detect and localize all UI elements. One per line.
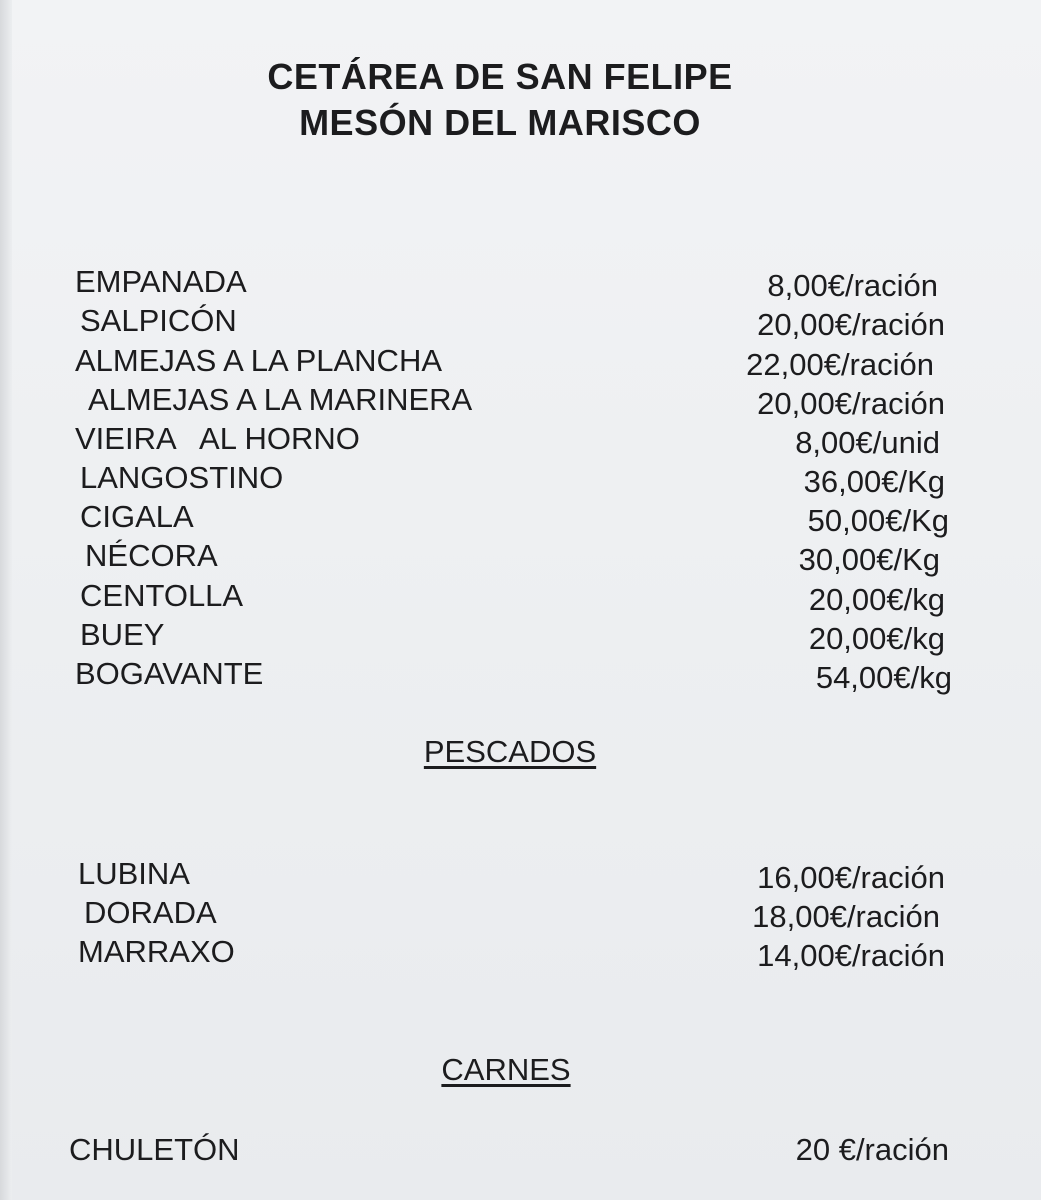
menu-item [0,934,1041,974]
menu-item [0,578,1041,618]
menu-item [0,499,1041,539]
section-heading-carnes: CARNES [441,1052,571,1087]
item-name: DORADA [84,895,217,930]
menu-item [0,895,1041,935]
item-price: 20 €/ración [795,1132,949,1167]
menu-item [0,382,1041,422]
menu-item [0,421,1041,461]
item-price: 36,00€/Kg [803,464,945,499]
item-price: 30,00€/Kg [798,542,940,577]
section-heading-pescados: PESCADOS [423,734,597,769]
menu-item [0,460,1041,500]
restaurant-subtitle: MESÓN DEL MARISCO [299,102,701,143]
restaurant-name: CETÁREA DE SAN FELIPE [267,56,733,97]
item-name: ALMEJAS A LA PLANCHA [75,343,443,378]
item-name: CENTOLLA [80,578,244,613]
menu-item [0,656,1041,696]
item-price: 8,00€/unid [795,425,940,460]
menu-item [0,303,1041,343]
item-price: 16,00€/ración [757,860,945,895]
item-name: ALMEJAS A LA MARINERA [88,382,473,417]
item-price: 20,00€/ración [757,386,945,421]
item-name: CIGALA [80,499,194,534]
item-price: 8,00€/ración [767,268,938,303]
item-price: 50,00€/Kg [807,503,949,538]
item-name: MARRAXO [78,934,235,969]
menu-item [0,856,1041,896]
item-price: 20,00€/kg [808,582,945,617]
menu-item [0,617,1041,657]
item-name: CHULETÓN [69,1132,240,1167]
item-name: NÉCORA [85,538,218,573]
item-name: LANGOSTINO [80,460,284,495]
item-name: BUEY [80,617,165,652]
menu-item [0,538,1041,578]
menu-item [0,264,1041,304]
item-name: LUBINA [78,856,190,891]
item-price: 14,00€/ración [757,938,945,973]
menu-item [0,1132,1041,1172]
menu-item [0,343,1041,383]
item-price: 22,00€/ración [746,347,934,382]
item-name: SALPICÓN [80,303,237,338]
item-name: VIEIRA AL HORNO [75,421,360,456]
item-price: 20,00€/kg [808,621,945,656]
item-price: 20,00€/ración [757,307,945,342]
item-name: BOGAVANTE [75,656,264,691]
item-name: EMPANADA [75,264,247,299]
item-price: 54,00€/kg [815,660,952,695]
item-price: 18,00€/ración [752,899,940,934]
